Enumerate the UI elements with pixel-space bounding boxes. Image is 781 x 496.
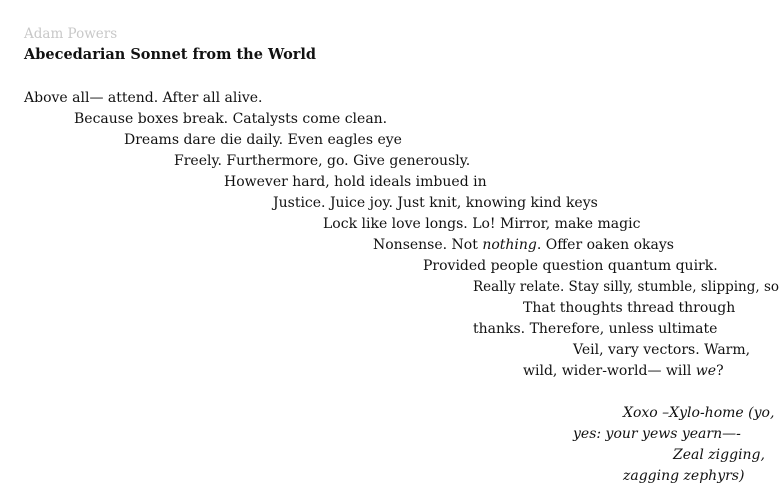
line-text: Provided people question quantum quirk. [423,258,718,274]
line-text: However hard, hold ideals imbued in [224,174,487,190]
line-text: thanks. Therefore, unless ultimate [473,321,718,337]
line-text: Lock like love longs. Lo! Mirror, make magic [323,216,641,232]
poem-line [174,152,470,170]
poem-line [373,236,674,254]
poem-line [323,215,640,233]
poem-line [124,131,402,149]
line-text: That thoughts thread through [523,300,736,316]
signature-line: Xoxo –Xylo-home (yo, [623,405,775,421]
poem-line [473,320,717,338]
emphasis-text: nothing [482,237,537,253]
signature-line: yes: your yews yearn—- [573,426,741,442]
poem-line [473,278,779,296]
line-text: Freely. Furthermore, go. Give generously. [174,153,471,169]
poem-line [24,89,262,107]
line-text: Nonsense. Not [373,237,483,253]
signature-line: Zeal zigging, [673,447,765,463]
signature-line: zagging zephyrs) [623,468,745,484]
line-text: . Offer oaken okays [536,237,674,253]
poem-line [573,341,750,359]
poem-line [224,173,487,191]
line-text: wild, wider-world— will [523,363,696,379]
line-text: ? [716,363,724,379]
line-text: Veil, vary vectors. Warm, [573,342,751,358]
author-name: Adam Powers [24,26,118,42]
line-text: Dreams dare die daily. Even eagles eye [124,132,402,148]
line-text: Because boxes break. Catalysts come clean. [74,111,388,127]
poem-line [523,362,724,380]
emphasis-text: we [695,363,717,379]
poem-line [423,257,718,275]
poem-line [273,194,598,212]
line-text: Really relate. Stay silly, stumble, slipping, so [473,279,780,295]
poem-line [74,110,387,128]
poem-title: Abecedarian Sonnet from the World [24,46,317,63]
poem-line [523,299,735,317]
line-text: Justice. Juice joy. Just knit, knowing kind keys [273,195,598,211]
line-text: Above all— attend. After all alive. [24,90,263,106]
